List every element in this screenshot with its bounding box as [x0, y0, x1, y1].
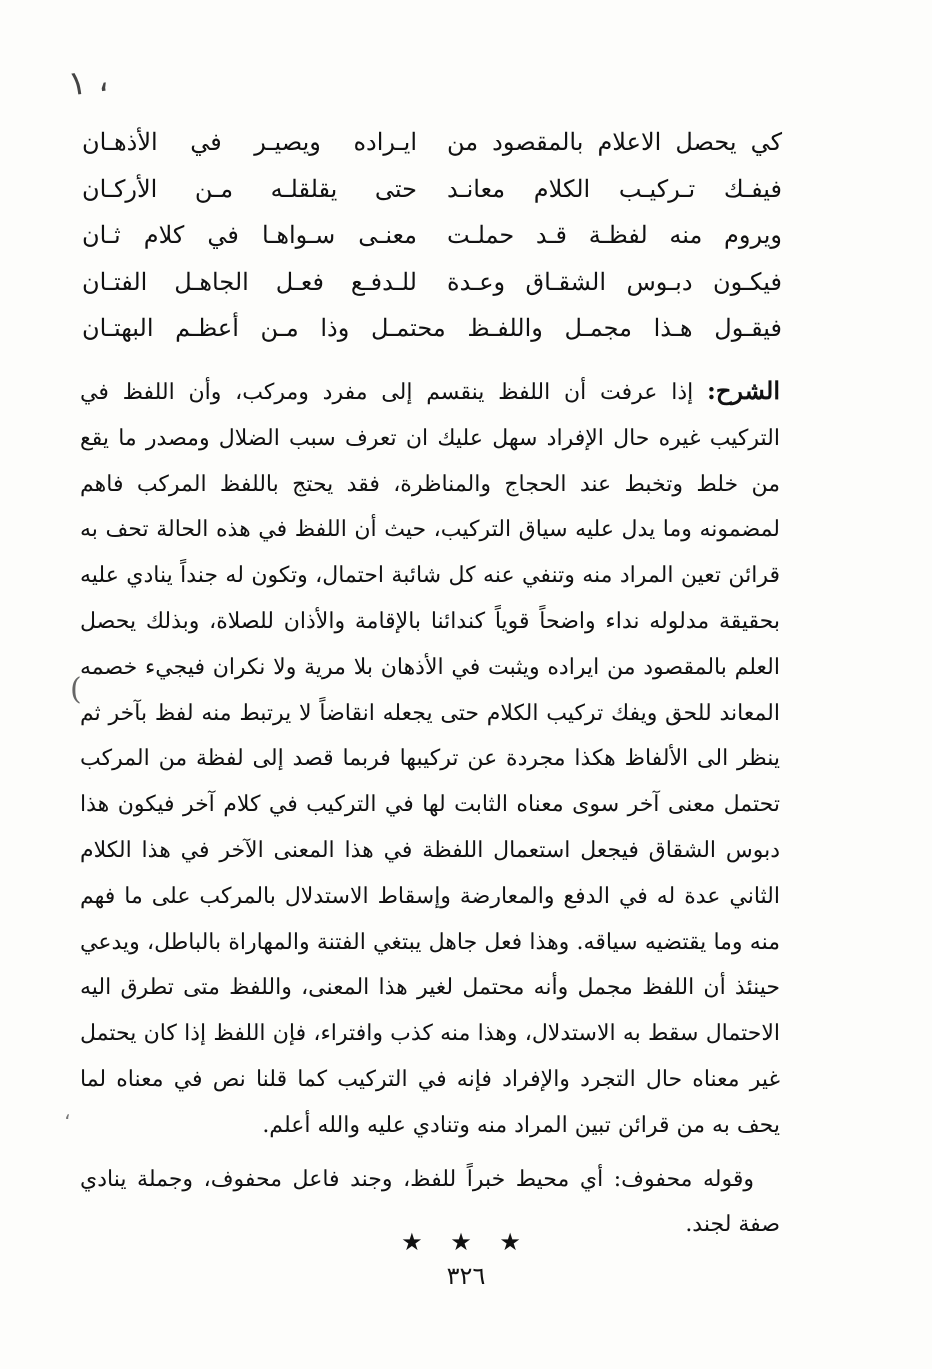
- commentary-body: إذا عرفت أن اللفظ ينقسم إلى مفرد ومركب، وأن اللفظ في التركيب غيره حال الإفراد سهل عليك ان تعرف سبب الضلال ومصدر ما يقع من خلط وتخبط عند الحجاج والمناظرة، فقد يحتج باللفظ المركب فاهم لمضمونه وما يدل عليه سياق التركيب، حيث أن اللفظ في هذه الحالة تحف به قرائن تعين المراد منه وتنفي عنه كل شائبة احتمال، وتكون له جنداً ينادي عليه بحقيقة مدلوله نداء واضحاً قوياً كندائنا بالإقامة والأذان للصلاة، وبذلك يحصل العلم بالمقصود من ايراده ويثبت في الأذهان بلا مرية ولا نكران فيجيء خصمه المعاند للحق ويفك تركيب الكلام حتى يجعله انقاضاً لا يرتبط منه لفظ بآخر ثم ينظر الى الألفاظ هكذا مجردة عن تركيبها فربما قصد إلى لفظة من المركب تحتمل معنى آخر سوى معناه الثابت لها في التركيب في كلام آخر فيكون هذا دبوس الشقاق فيجعل استعمال اللفظة في هذا المعنى الآخر في هذا الكلام الثاني عدة له في الدفع والمعارضة وإسقاط الاستدلال بالمركب على ما فهم منه وما يقتضيه سياقه. وهذا فعل جاهل يبتغي الفتنة والمهاراة بالباطل، ويدعي حينئذ أن اللفظ مجمل وأنه محتمل لغير هذا المعنى، واللفظ متى تطرق اليه الاحتمال سقط به الاستدلال، وهذا منه كذب وافتراء، فإن اللفظ إذا كان يحتمل غير معناه حال التجرد والإفراد فإنه في التركيب كما قلنا نص في معناه لما يحف به من قرائن تبين المراد منه وتنادي عليه والله أعلم.: [80, 380, 780, 1138]
- verse-second-hemistich: معنـى سـواهـا في كلام ثـان: [82, 221, 417, 249]
- verse-first-hemistich: فيكـون دبـوس الشقـاق وعـدة: [447, 267, 782, 296]
- commentary-paragraph: [80, 368, 780, 1149]
- commentary-section: [80, 368, 780, 1248]
- poem-verse: [82, 128, 782, 175]
- poem-verse: [82, 175, 782, 222]
- verse-full-line: فيقـول هـذا مجمـل واللفـظ محتمـل وذا مـن أعظـم البهتـان: [82, 314, 782, 342]
- poem-verses: [82, 128, 782, 361]
- poem-verse: [82, 268, 782, 315]
- commentary-note-paragraph: وقوله محفوف: أي محيط خبراً للفظ، وجند فاعل محفوف، وجملة ينادي صفة لجند.: [80, 1166, 780, 1238]
- verse-second-hemistich: حتى يقلقلـه مـن الأركـان: [82, 174, 417, 203]
- verse-first-hemistich: ويروم منه لفظـة قـد حملـت: [447, 221, 782, 249]
- verse-first-hemistich: كي يحصل الاعلام بالمقصود من: [447, 128, 782, 156]
- poem-verse-joined: [82, 314, 782, 361]
- commentary-heading: الشرح:: [707, 376, 780, 405]
- verse-second-hemistich: ايـراده ويصيـر في الأذهـان: [82, 128, 417, 156]
- corner-handwritten-mark: ١ ،: [65, 59, 111, 105]
- margin-bracket-mark: (: [70, 672, 82, 707]
- margin-tick-mark: ،: [64, 1100, 71, 1124]
- page-number: ٣٢٦: [446, 1262, 486, 1290]
- verse-first-hemistich: فيفـك تـركيـب الكلام معانـد: [447, 174, 782, 203]
- section-divider-stars: ★ ★ ★: [401, 1228, 531, 1256]
- poem-verse: [82, 221, 782, 268]
- verse-second-hemistich: للـدفـع فعـل الجاهـل الفتـان: [82, 267, 417, 296]
